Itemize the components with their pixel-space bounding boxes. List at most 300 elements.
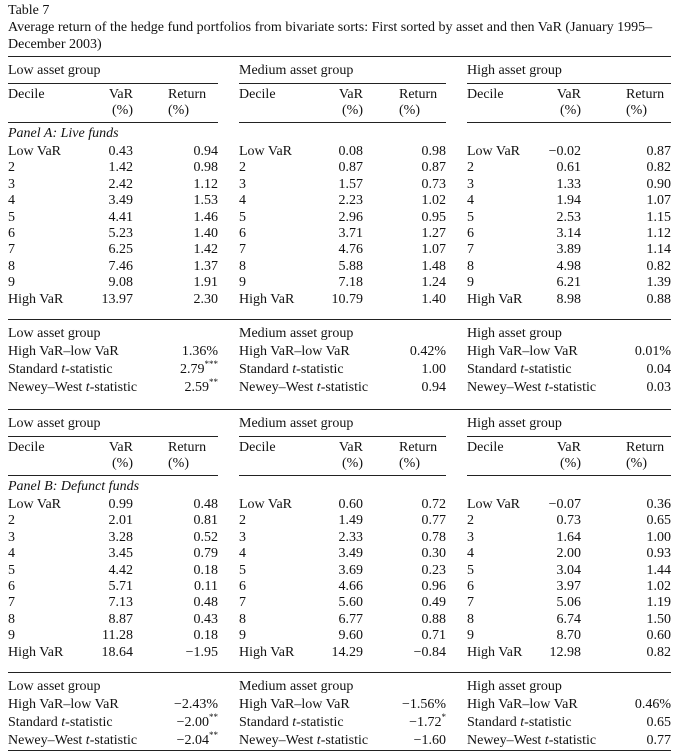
decile-column-header: Decile [239,87,276,102]
return-cell: 1.02 [646,579,671,594]
stat-value-cell [422,362,447,378]
var-cell: 4.42 [108,562,133,578]
var-cell: 4.98 [556,258,581,274]
row-label: 3 [8,176,15,192]
decile-column-header: Decile [8,440,45,455]
stat-value: 0.46% [634,697,671,712]
stat-label: High VaR–low VaR [467,344,578,359]
var-cell: 3.49 [108,193,133,209]
return-column-header: Return [399,87,438,102]
row-label: 7 [239,595,246,611]
var-cell: 5.06 [556,595,581,611]
table-caption: Average return of the hedge fund portfolios from bivariate sorts: First sorted by asset and then VaR (January 1995–December 2003) [8,20,653,52]
row-label: High VaR [467,644,523,660]
row-label: 5 [8,562,15,578]
row-label: 6 [239,226,246,241]
var-cell: 2.53 [556,209,581,225]
var-cell: 2.33 [338,529,363,545]
return-unit-label: (%) [399,456,420,471]
panel-a-low-asset-column-rule [8,122,218,123]
return-unit-label: (%) [168,456,189,471]
stat-label: Standard t-statistic [239,362,344,377]
significance-stars: *** [204,359,218,369]
row-label: 6 [8,226,15,241]
stat-value: −2.04 [176,733,209,748]
var-cell: 10.79 [331,291,363,307]
row-label: 8 [467,611,474,627]
row-label: 9 [467,628,474,644]
var-cell: 7.13 [108,595,133,611]
return-cell: 0.43 [193,611,218,627]
row-label: Low VaR [8,144,62,159]
row-label: 6 [467,579,474,594]
row-label: 9 [239,275,246,291]
var-unit-label: (%) [560,103,581,118]
var-cell: 4.66 [338,579,363,594]
panel-a-high-asset-summary-label: High asset group [467,326,562,341]
var-cell: 11.28 [102,628,133,644]
panel-b-medium-asset-header-rule [239,436,446,437]
row-label: Low VaR [239,497,293,512]
row-label: 6 [467,226,474,241]
var-cell: 3.14 [556,226,581,241]
return-cell: 1.27 [421,226,446,241]
var-unit-label: (%) [342,103,363,118]
stat-value-cell [174,697,218,713]
row-label: 5 [467,209,474,225]
row-label: Low VaR [467,497,521,512]
return-cell: 0.49 [421,595,446,611]
row-label: 2 [467,513,474,529]
var-cell: −0.02 [548,144,581,159]
var-cell: 8.87 [108,611,133,627]
row-label: 4 [467,193,474,209]
row-label: 3 [239,176,246,192]
var-column-header: VaR [556,440,581,455]
var-cell: 9.08 [108,275,133,291]
stat-label: Standard t-statistic [467,362,572,377]
row-label: 8 [239,258,246,274]
return-column-header: Return [626,440,665,455]
row-label: Low VaR [239,144,293,159]
var-cell: 1.57 [338,176,363,192]
row-label: 7 [467,595,474,611]
panel-b-high-asset-column-rule [467,475,671,476]
row-label: 4 [8,546,15,562]
row-label: 5 [239,562,246,578]
var-cell: 3.04 [556,562,581,578]
var-cell: 1.33 [556,176,581,192]
return-cell: 0.82 [646,644,671,660]
row-label: 5 [239,209,246,225]
row-label: Low VaR [8,497,62,512]
return-cell: 1.00 [646,529,671,545]
return-cell: 0.48 [193,595,218,611]
stat-value: −2.00 [176,715,209,730]
panel-b-low-asset-column-rule [8,475,218,476]
stat-value: 0.42% [409,344,446,359]
stat-label: Newey–West t-statistic [239,733,369,748]
row-label: 5 [467,562,474,578]
var-cell: 4.41 [108,209,133,225]
var-cell: 3.69 [338,562,363,578]
var-cell: 18.64 [101,644,133,660]
return-cell: 0.52 [193,529,218,545]
var-cell: 6.77 [338,611,363,627]
stat-value-cell [647,733,672,749]
stat-label: High VaR–low VaR [467,697,578,712]
panel-b-low-asset-header: Low asset group [8,416,101,431]
row-label: 7 [8,595,15,611]
return-cell: 0.30 [421,546,446,562]
stat-label: High VaR–low VaR [239,697,350,712]
stat-value: 0.65 [646,715,671,730]
stat-label: Newey–West t-statistic [8,380,138,395]
stat-label: Standard t-statistic [8,362,113,377]
stat-value-cell [635,344,671,360]
row-label: 6 [8,579,15,594]
stat-value-cell [402,697,446,713]
row-label: 8 [467,258,474,274]
stat-value-cell [182,344,218,360]
return-cell: 0.60 [646,628,671,644]
return-cell: 0.18 [193,628,218,644]
stat-label: Standard t-statistic [467,715,572,730]
var-cell: 5.60 [338,595,363,611]
row-label: 5 [8,209,15,225]
return-cell: 0.90 [646,176,671,192]
var-cell: 6.74 [556,611,581,627]
var-cell: 7.46 [108,258,133,274]
significance-stars: ** [209,712,218,722]
stat-value-cell [635,697,671,713]
return-cell: 0.79 [193,546,218,562]
return-cell: 0.73 [421,176,446,192]
row-label: High VaR [239,644,295,660]
return-cell: 0.78 [421,529,446,545]
return-column-header: Return [626,87,665,102]
panel-b-low-asset-header-rule [8,436,218,437]
panel-a-top-rule [8,56,671,57]
panel-b-title: Panel B: Defunct funds [8,479,140,494]
significance-stars: * [441,712,446,722]
return-cell: 0.36 [646,497,671,512]
row-label: 8 [8,258,15,274]
return-cell: 0.81 [193,513,218,529]
var-cell: −0.07 [548,497,581,512]
row-label: Low VaR [467,144,521,159]
panel-b-high-asset-header: High asset group [467,416,562,431]
stat-value-cell [647,362,672,378]
panel-b-high-asset-summary-label: High asset group [467,679,562,694]
return-cell: 1.50 [646,611,671,627]
row-label: High VaR [239,291,295,307]
var-cell: 0.43 [108,144,133,159]
stat-value-cell [180,359,218,378]
return-cell: 0.71 [421,628,446,644]
return-cell: 1.02 [421,193,446,209]
row-label: 9 [467,275,474,291]
row-label: 2 [239,513,246,529]
var-cell: 0.87 [338,160,363,176]
var-cell: 2.42 [108,176,133,192]
return-cell: 0.82 [646,258,671,274]
var-cell: 1.94 [556,193,581,209]
var-unit-label: (%) [342,456,363,471]
return-cell: 1.07 [646,193,671,209]
return-cell: 1.12 [193,176,218,192]
var-cell: 1.42 [108,160,133,176]
panel-b-low-asset-summary-label: Low asset group [8,679,101,694]
return-cell: 1.12 [646,226,671,241]
stat-value: −1.60 [413,733,446,748]
return-cell: 1.44 [646,562,671,578]
decile-column-header: Decile [8,87,45,102]
return-cell: 1.39 [646,275,671,291]
return-cell: 0.72 [421,497,446,512]
var-cell: 13.97 [101,291,133,307]
panel-b-medium-asset-column-rule [239,475,446,476]
stat-value: 2.59 [184,380,209,395]
stat-label: High VaR–low VaR [239,344,350,359]
return-cell: 0.23 [421,562,446,578]
return-cell: 0.88 [421,611,446,627]
return-unit-label: (%) [626,103,647,118]
panel-b-medium-asset-header: Medium asset group [239,416,354,431]
var-unit-label: (%) [112,103,133,118]
stat-label: High VaR–low VaR [8,344,119,359]
panel-a-low-asset-summary-label: Low asset group [8,326,101,341]
stat-value: −1.56% [401,697,446,712]
stat-label: Newey–West t-statistic [467,380,597,395]
return-cell: 0.93 [646,546,671,562]
panel-a-medium-asset-header: Medium asset group [239,63,354,78]
row-label: 9 [8,275,15,291]
panel-a-medium-asset-summary-label: Medium asset group [239,326,354,341]
stat-value: 0.03 [646,380,671,395]
stat-value-cell [410,344,446,360]
var-column-header: VaR [338,440,363,455]
var-cell: 1.64 [556,529,581,545]
var-cell: 2.00 [556,546,581,562]
return-cell: 0.98 [421,144,446,159]
decile-column-header: Decile [239,440,276,455]
return-cell: 0.87 [421,160,446,176]
stat-value: 2.79 [180,362,205,377]
var-cell: 1.49 [338,513,363,529]
return-cell: 1.40 [421,291,446,307]
var-cell: 0.61 [556,160,581,176]
return-cell: 1.42 [193,242,218,258]
panel-a-high-asset-header: High asset group [467,63,562,78]
var-cell: 9.60 [338,628,363,644]
var-column-header: VaR [108,440,133,455]
var-cell: 0.99 [108,497,133,512]
return-cell: 1.91 [193,275,218,291]
return-cell: 0.18 [193,562,218,578]
return-cell: 0.82 [646,160,671,176]
return-unit-label: (%) [399,103,420,118]
var-unit-label: (%) [560,456,581,471]
var-cell: 12.98 [549,644,581,660]
return-cell: 1.24 [421,275,446,291]
row-label: 8 [8,611,15,627]
panel-a-medium-asset-column-rule [239,122,446,123]
panel-b-summary-rule [8,672,671,673]
var-cell: 3.89 [556,242,581,258]
panel-a-low-asset-header: Low asset group [8,63,101,78]
row-label: 4 [467,546,474,562]
stat-value: 1.36% [181,344,218,359]
panel-a-title: Panel A: Live funds [8,126,119,141]
row-label: 6 [239,579,246,594]
significance-stars: ** [209,377,218,387]
var-cell: 7.18 [338,275,363,291]
row-label: 9 [239,628,246,644]
row-label: 9 [8,628,15,644]
row-label: 4 [239,546,246,562]
return-cell: 0.94 [193,144,218,159]
panel-a-summary-rule [8,319,671,320]
var-cell: 0.60 [338,497,363,512]
row-label: 7 [467,242,474,258]
stat-label: Newey–West t-statistic [239,380,369,395]
var-cell: 5.71 [108,579,133,594]
stat-value: 0.04 [646,362,671,377]
var-cell: 6.21 [556,275,581,291]
stat-value: 0.01% [634,344,671,359]
stat-value-cell [647,380,672,396]
return-cell: 1.53 [193,193,218,209]
row-label: 3 [467,529,474,545]
return-cell: 1.19 [646,595,671,611]
return-cell: −1.95 [185,644,218,660]
table-label: Table 7 [8,3,50,18]
return-cell: 1.48 [421,258,446,274]
var-cell: 3.71 [338,226,363,241]
var-cell: 3.97 [556,579,581,594]
decile-column-header: Decile [467,87,504,102]
var-cell: 8.70 [556,628,581,644]
stat-value: 0.94 [421,380,446,395]
return-cell: 0.88 [646,291,671,307]
return-column-header: Return [168,87,207,102]
var-column-header: VaR [338,87,363,102]
return-cell: 0.96 [421,579,446,594]
row-label: 4 [239,193,246,209]
return-cell: 0.98 [193,160,218,176]
stat-label: Newey–West t-statistic [8,733,138,748]
var-column-header: VaR [556,87,581,102]
var-cell: 0.08 [338,144,363,159]
return-cell: 1.37 [193,258,218,274]
significance-stars: ** [209,730,218,740]
panel-b-high-asset-header-rule [467,436,671,437]
panel-a-high-asset-header-rule [467,83,671,84]
stat-label: Standard t-statistic [239,715,344,730]
stat-value: −2.43% [173,697,218,712]
panel-b-medium-asset-summary-label: Medium asset group [239,679,354,694]
return-unit-label: (%) [168,103,189,118]
row-label: 2 [8,160,15,176]
panel-a-medium-asset-header-rule [239,83,446,84]
row-label: 3 [467,176,474,192]
return-cell: 0.65 [646,513,671,529]
row-label: 2 [8,513,15,529]
stat-label: High VaR–low VaR [8,697,119,712]
var-cell: 2.01 [108,513,133,529]
return-cell: −0.84 [413,644,446,660]
row-label: 3 [8,529,15,545]
row-label: High VaR [467,291,523,307]
var-cell: 8.98 [556,291,581,307]
row-label: 3 [239,529,246,545]
var-cell: 3.28 [108,529,133,545]
stat-value-cell [176,712,218,731]
row-label: 7 [239,242,246,258]
panel-a-high-asset-column-rule [467,122,671,123]
return-cell: 0.48 [193,497,218,512]
var-unit-label: (%) [112,456,133,471]
var-cell: 5.23 [108,226,133,241]
return-cell: 0.87 [646,144,671,159]
return-cell: 1.07 [421,242,446,258]
panel-a-low-asset-header-rule [8,83,218,84]
return-unit-label: (%) [626,456,647,471]
var-cell: 5.88 [338,258,363,274]
stat-value: 1.00 [421,362,446,377]
return-column-header: Return [168,440,207,455]
stat-value-cell [414,733,446,749]
return-cell: 2.30 [193,291,218,307]
row-label: 4 [8,193,15,209]
panel-b-top-rule [8,409,671,410]
return-cell: 0.95 [421,209,446,225]
row-label: High VaR [8,291,64,307]
stat-value-cell [184,377,219,396]
table-bottom-rule [8,750,671,751]
stat-label: Newey–West t-statistic [467,733,597,748]
return-cell: 1.40 [193,226,218,241]
return-cell: 0.11 [194,579,218,594]
return-cell: 0.77 [421,513,446,529]
row-label: 7 [8,242,15,258]
var-column-header: VaR [108,87,133,102]
var-cell: 3.49 [338,546,363,562]
stat-value: 0.77 [646,733,671,748]
stat-value-cell [647,715,672,731]
var-cell: 2.23 [338,193,363,209]
stat-value-cell [422,380,447,396]
return-column-header: Return [399,440,438,455]
stat-value-cell [409,712,446,731]
row-label: High VaR [8,644,64,660]
row-label: 2 [239,160,246,176]
return-cell: 1.14 [646,242,671,258]
row-label: 2 [467,160,474,176]
decile-column-header: Decile [467,440,504,455]
return-cell: 1.15 [646,209,671,225]
var-cell: 0.73 [556,513,581,529]
row-label: 8 [239,611,246,627]
return-cell: 1.46 [193,209,218,225]
var-cell: 14.29 [331,644,363,660]
var-cell: 2.96 [338,209,363,225]
stat-label: Standard t-statistic [8,715,113,730]
stat-value: −1.72 [409,715,442,730]
var-cell: 4.76 [338,242,363,258]
stat-value-cell [176,730,218,749]
